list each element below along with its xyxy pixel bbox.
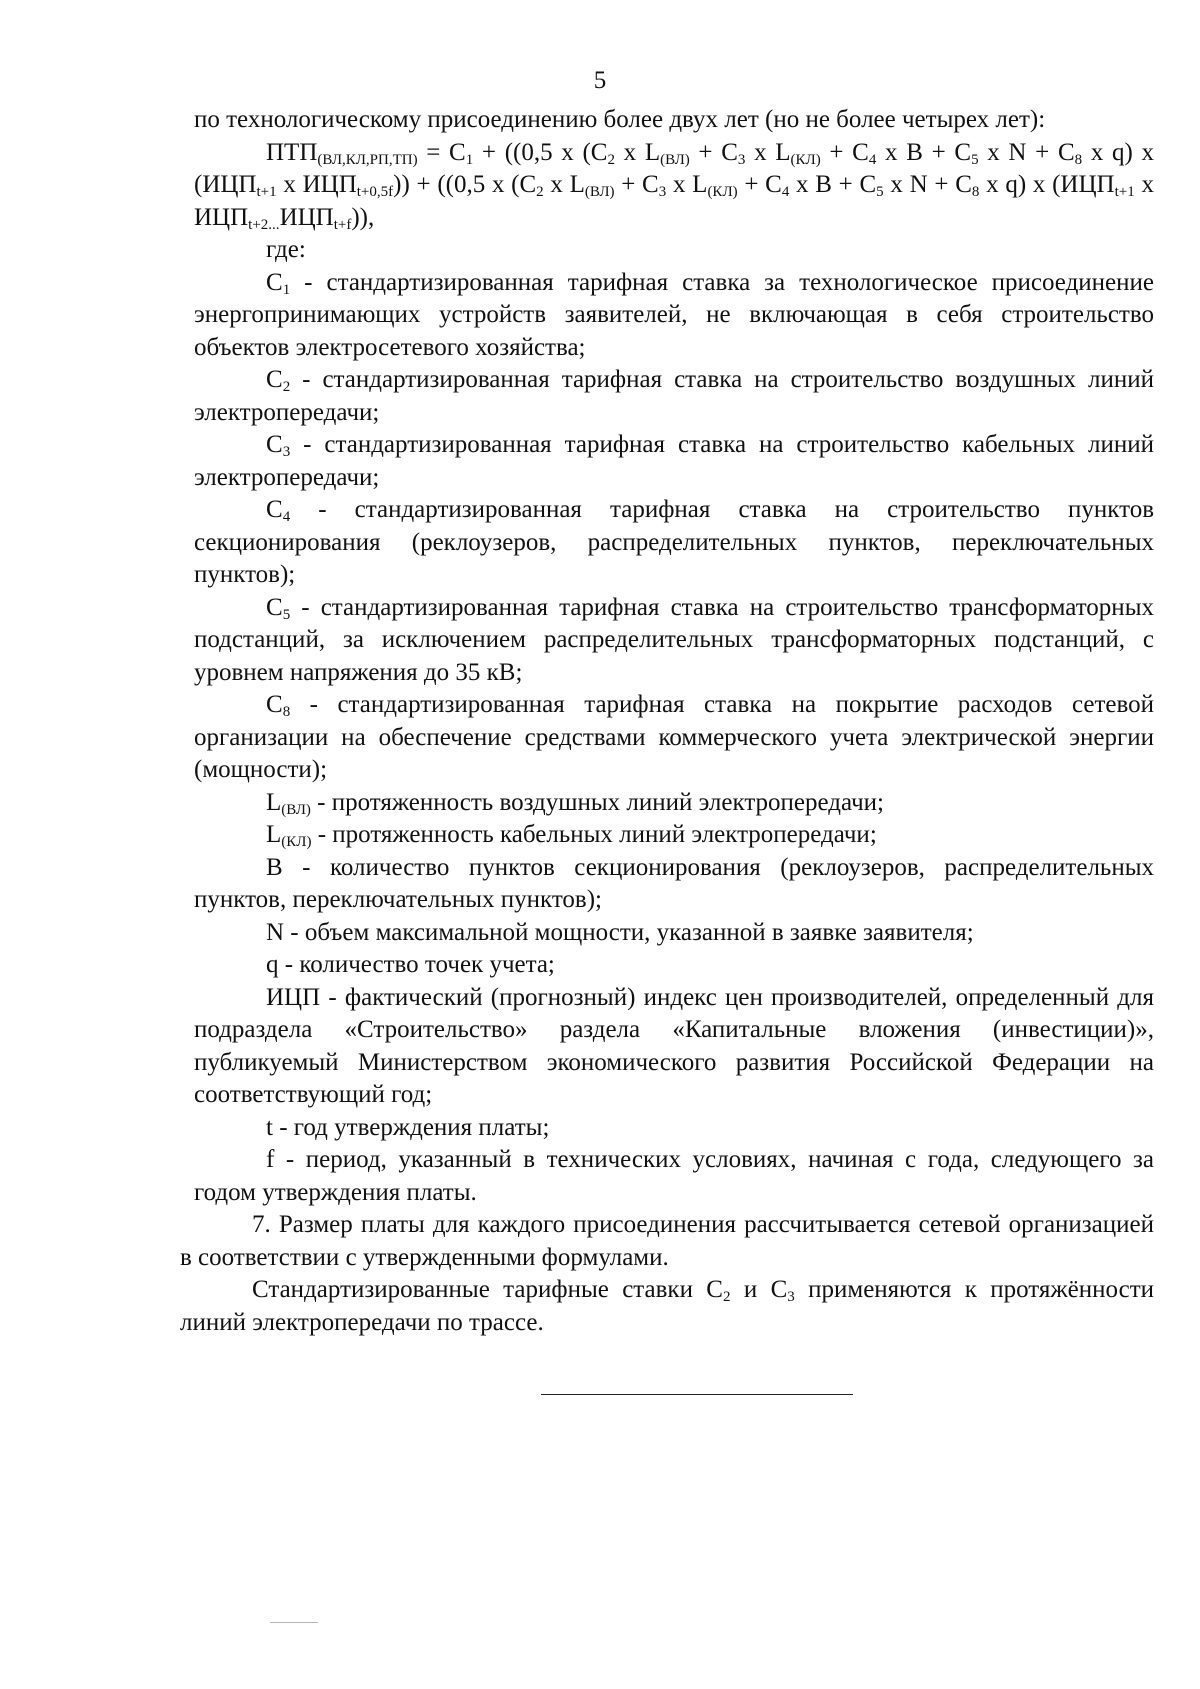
- definition-f: f - период, указанный в технических условиях, начиная с года, следующего за годом утверждения платы.: [194, 1146, 1154, 1206]
- page-number: 5: [593, 67, 607, 94]
- intro-paragraph: по технологическому присоединению более двух лет (но не более четырех лет):: [194, 106, 1046, 133]
- document-body: [180, 104, 1155, 1339]
- definition-c1: $C_1$ - стандартизированная тарифная ставка за технологическое присоединение энергопринимающих устройств заявителей, не включающая в себя строительство объектов электросетевого хозяйства;: [194, 268, 1154, 361]
- definition-c2: $C_2$ - стандартизированная тарифная ставка на строительство воздушных линий электропередачи;: [194, 366, 1154, 426]
- item-7-paragraph: 7. Размер платы для каждого присоединения рассчитывается сетевой организацией в соответствии с утвержденными формулами.: [180, 1211, 1154, 1271]
- where-label: где:: [266, 236, 306, 263]
- fee-formula: $ПТП_{(ВЛ,КЛ,РП,ТП)} = C_1 + ((0,5$ x ($C_2$ x $L_{(ВЛ)} + C_3$ x $L_{(КЛ)} + C_4$ x $B + C_5$ x $N + C_8$ x q) x ($ИЦП_{t+1}$ x $ИЦП_{t+0,5f})) + ((0,5$ x ($C_2$ x $L_{(ВЛ)} + C_3$ x $L_{(КЛ)} + C_4$ x $B + C_5$ x $N + C_8$ x q) x ($ИЦП_{t+1}$ x $ИЦП_{t+2...}ИЦП_{t+f}$)),: [194, 138, 1155, 233]
- definition-c4: $C_4$ - стандартизированная тарифная ставка на строительство пунктов секционирования (реклоузеров, распределительных пунктов, переключательных пунктов);: [194, 496, 1154, 588]
- definition-l-vl: $L_{(ВЛ)}$ - протяженность воздушных линий электропередачи;: [266, 788, 884, 818]
- closing-rule: [541, 1394, 853, 1395]
- definition-icp: ИЦП - фактический (прогнозный) индекс цен производителей, определенный для подраздела «Строительство» раздела «Капитальные вложения (инвестиции)», публикуемый Министерством экономического развития Российской Федерации на соответствующий год;: [194, 983, 1154, 1108]
- definition-c3: $C_3$ - стандартизированная тарифная ставка на строительство кабельных линий электропередачи;: [194, 431, 1154, 491]
- definition-t: t - год утверждения платы;: [266, 1113, 550, 1141]
- scan-artifact-mark: [270, 1622, 318, 1623]
- final-paragraph: Стандартизированные тарифные ставки $C_2$ и $C_3$ применяются к протяжённости линий электропередачи по трассе.: [180, 1276, 1154, 1336]
- definition-c8: $C_8$ - стандартизированная тарифная ставка на покрытие расходов сетевой организации на обеспечение средствами коммерческого учета электрической энергии (мощности);: [194, 691, 1154, 783]
- definition-n: N - объем максимальной мощности, указанной в заявке заявителя;: [266, 918, 974, 946]
- definition-c5: $C_5$ - стандартизированная тарифная ставка на строительство трансформаторных подстанций, за исключением распределительных трансформаторных подстанций, с уровнем напряжения до 35 кВ;: [194, 593, 1154, 686]
- definition-b: B - количество пунктов секционирования (реклоузеров, распределительных пунктов, переключательных пунктов);: [194, 853, 1154, 913]
- definition-q: q - количество точек учета;: [266, 951, 555, 978]
- definition-l-kl: $L_{(КЛ)}$ - протяженность кабельных линий электропередачи;: [266, 821, 877, 850]
